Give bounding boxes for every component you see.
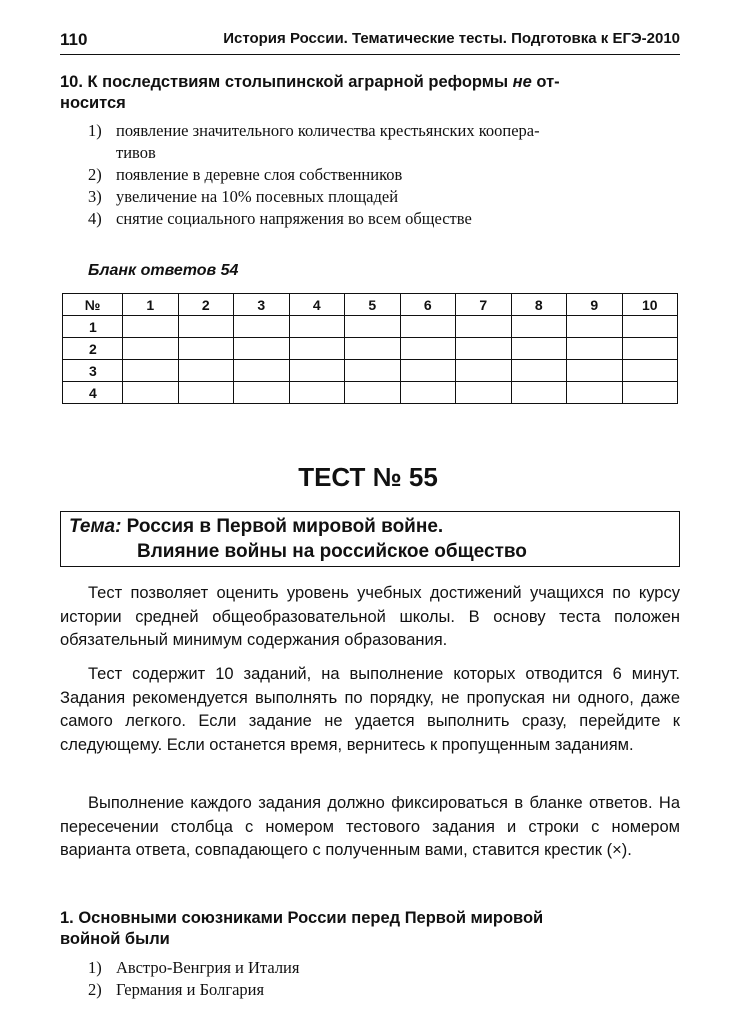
answer-row: [63, 338, 678, 360]
question-10-title-part: 10. К последствиям столыпинской аграрной реформы: [60, 73, 513, 91]
header-cell: 10: [622, 294, 678, 316]
topic-label: Тема:: [69, 516, 122, 537]
question-10-title: [60, 72, 680, 114]
test-title: ТЕСТ № 55: [298, 462, 438, 492]
option-text: появление в деревне слоя собственников: [116, 165, 403, 184]
answer-cell[interactable]: [345, 316, 401, 338]
answer-cell[interactable]: [178, 382, 234, 404]
answer-cell[interactable]: [567, 316, 623, 338]
answer-cell[interactable]: [345, 360, 401, 382]
answer-cell[interactable]: [622, 338, 678, 360]
page-header: [60, 28, 680, 55]
answer-cell[interactable]: [234, 382, 290, 404]
option-text: снятие социального напряжения во всем обществе: [116, 209, 472, 228]
question-10-title-emphasis: не: [512, 73, 532, 91]
header-cell: 3: [234, 294, 290, 316]
question-10-title-part: от-: [531, 73, 560, 91]
intro-paragraph-3: Выполнение каждого задания должно фиксироваться в бланке ответов. На пересечении столбца с номером тестового задания и строки с номером варианта ответа, совпадающего с полученным вами, ставится крестик (×).: [60, 794, 680, 859]
answer-cell[interactable]: [178, 360, 234, 382]
answer-cell[interactable]: [567, 382, 623, 404]
header-cell: 6: [400, 294, 456, 316]
option-number: 3): [88, 187, 102, 206]
answer-row: [63, 360, 678, 382]
answer-cell[interactable]: [456, 316, 512, 338]
answer-cell[interactable]: [345, 338, 401, 360]
answer-cell[interactable]: [511, 360, 567, 382]
option: [88, 957, 680, 979]
answer-cell[interactable]: [289, 382, 345, 404]
answer-cell[interactable]: [511, 316, 567, 338]
header-cell: 1: [123, 294, 179, 316]
answer-cell[interactable]: [567, 360, 623, 382]
option-text: появление значительного количества крестьянских коопера-: [116, 121, 540, 140]
row-number: 2: [63, 338, 123, 360]
answer-cell[interactable]: [456, 382, 512, 404]
topic-text: Россия в Первой мировой войне.: [121, 516, 444, 537]
answer-cell[interactable]: [400, 316, 456, 338]
intro-paragraph-1: Тест позволяет оценить уровень учебных достижений учащихся по курсу истории средней общеобразовательной школы. В основу теста положен обязательный минимум содержания образования.: [60, 584, 680, 649]
answer-cell[interactable]: [511, 382, 567, 404]
answer-sheet-header-row: [63, 294, 678, 316]
running-title: История России. Тематические тесты. Подготовка к ЕГЭ-2010: [223, 30, 680, 47]
answer-cell[interactable]: [289, 360, 345, 382]
answer-row: [63, 382, 678, 404]
option: [88, 186, 680, 208]
header-cell: 8: [511, 294, 567, 316]
question-1-options: [88, 957, 680, 1001]
answer-cell[interactable]: [178, 338, 234, 360]
answer-cell[interactable]: [234, 316, 290, 338]
answer-cell[interactable]: [400, 360, 456, 382]
answer-cell[interactable]: [345, 382, 401, 404]
answer-cell[interactable]: [456, 338, 512, 360]
header-cell: 4: [289, 294, 345, 316]
answer-cell[interactable]: [289, 316, 345, 338]
answer-sheet-table: [62, 293, 678, 404]
option-number: 1): [88, 121, 102, 140]
option-number: 4): [88, 209, 102, 228]
answer-cell[interactable]: [234, 360, 290, 382]
answer-cell[interactable]: [400, 338, 456, 360]
option: [88, 208, 680, 230]
topic-line-1: [69, 516, 443, 538]
header-cell: №: [63, 294, 123, 316]
topic-box: [60, 511, 680, 567]
answer-row: [63, 316, 678, 338]
answer-cell[interactable]: [123, 382, 179, 404]
option-text: Австро-Венгрия и Италия: [116, 958, 300, 977]
row-number: 4: [63, 382, 123, 404]
header-cell: 7: [456, 294, 512, 316]
row-number: 3: [63, 360, 123, 382]
option: [88, 120, 680, 164]
page-number: 110: [60, 30, 88, 49]
answer-cell[interactable]: [567, 338, 623, 360]
answer-cell[interactable]: [400, 382, 456, 404]
answer-cell[interactable]: [178, 316, 234, 338]
option-text-cont: тивов: [116, 143, 156, 162]
question-10-title-line2: носится: [60, 94, 126, 112]
answer-cell[interactable]: [456, 360, 512, 382]
answer-cell[interactable]: [622, 382, 678, 404]
header-cell: 5: [345, 294, 401, 316]
intro-paragraph-2: Тест содержит 10 заданий, на выполнение которых отводится 6 минут. Задания рекомендуется выполнять по порядку, не пропуская ни одного, даже самого легкого. Если задание не удается выполнить сразу, перейдите к следующему. Если останется время, вернитесь к пропущенным заданиям.: [60, 665, 680, 754]
option-number: 2): [88, 980, 102, 999]
question-1-title: [60, 908, 680, 950]
option-number: 2): [88, 165, 102, 184]
option: [88, 164, 680, 186]
header-cell: 9: [567, 294, 623, 316]
answer-cell[interactable]: [511, 338, 567, 360]
answer-sheet-label: Бланк ответов 54: [88, 262, 239, 279]
question-1-title-line2: войной были: [60, 930, 170, 948]
answer-cell[interactable]: [123, 338, 179, 360]
row-number: 1: [63, 316, 123, 338]
option: [88, 979, 680, 1001]
option-text: Германия и Болгария: [116, 980, 265, 999]
option-text: увеличение на 10% посевных площадей: [116, 187, 399, 206]
answer-cell[interactable]: [289, 338, 345, 360]
answer-cell[interactable]: [123, 316, 179, 338]
answer-cell[interactable]: [234, 338, 290, 360]
answer-cell[interactable]: [622, 360, 678, 382]
header-cell: 2: [178, 294, 234, 316]
question-10-options: [88, 120, 680, 230]
option-number: 1): [88, 958, 102, 977]
answer-cell[interactable]: [123, 360, 179, 382]
question-1-title-line1: 1. Основными союзниками России перед Первой мировой: [60, 909, 544, 927]
topic-line-2: Влияние войны на российское общество: [137, 541, 527, 562]
answer-cell[interactable]: [622, 316, 678, 338]
